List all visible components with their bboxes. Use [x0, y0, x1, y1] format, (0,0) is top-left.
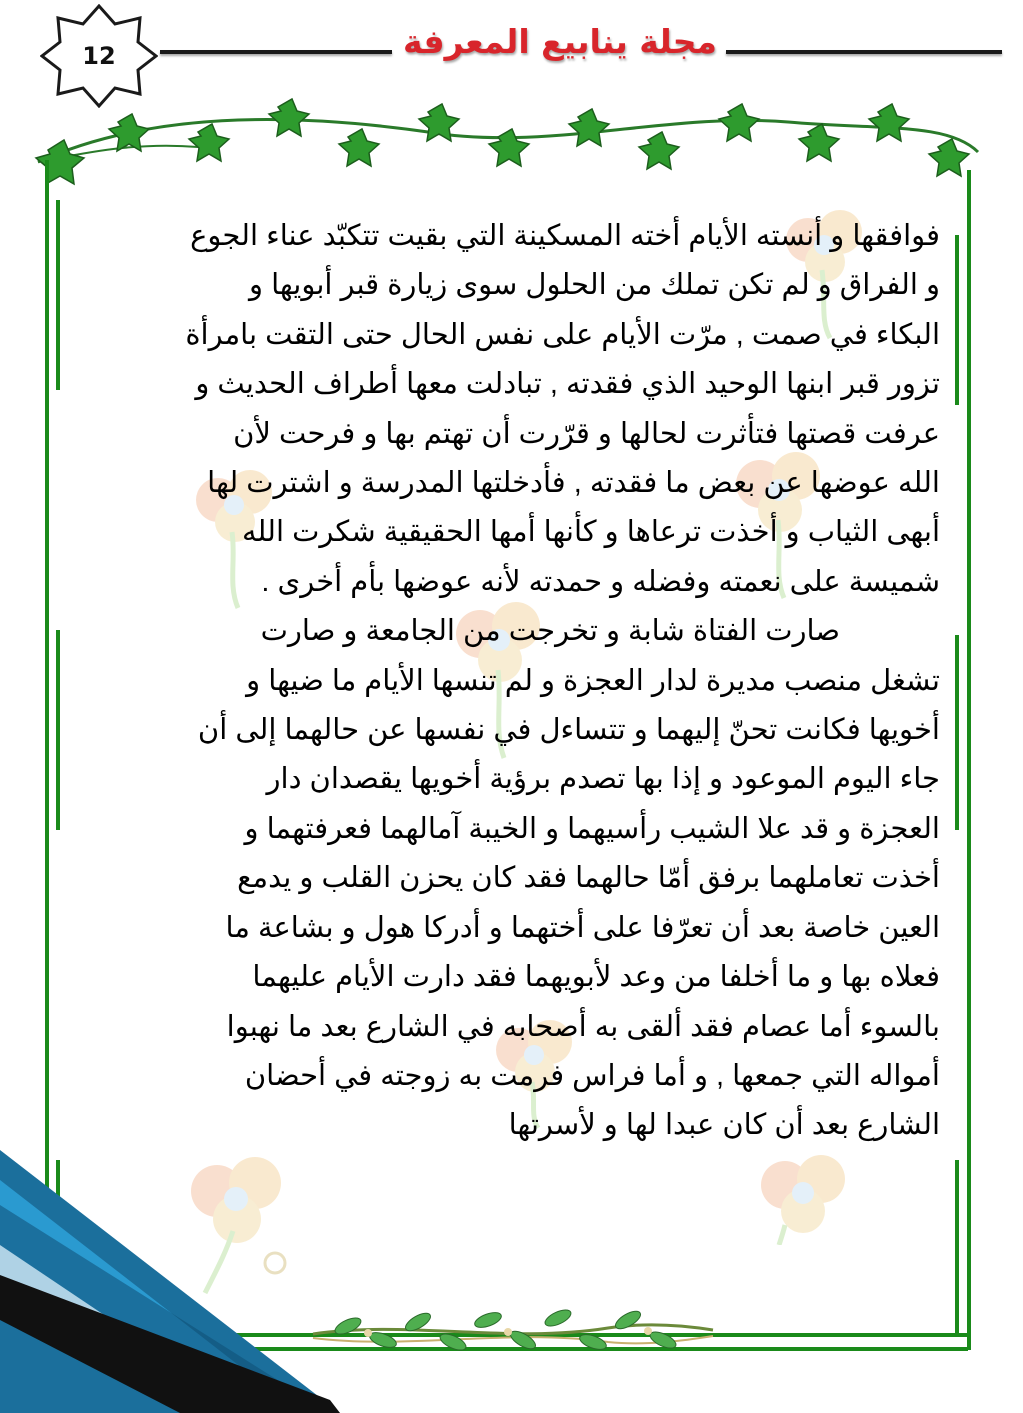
corner-swoosh-icon — [0, 1150, 340, 1413]
article-line: شميسة على نعمته وفضله و حمدته لأنه عوضها بأم أخرى . — [261, 565, 940, 598]
frame-right-inner-2 — [955, 635, 959, 830]
frame-right-inner-3 — [955, 1160, 959, 1335]
article-line: العجزة و قد علا الشيب رأسيهما و الخيبة آمالهما فعرفتهما و — [244, 812, 940, 845]
article-line: أبهى الثياب و أخذت ترعاها و كأنها أمها الحقيقية شكرت الله — [242, 516, 940, 549]
flower-watermark-icon — [745, 1145, 865, 1245]
header-rule-left — [160, 50, 392, 54]
page-number: 12 — [82, 42, 116, 70]
frame-left-inner-2 — [56, 630, 60, 830]
article-line: أخذت تعاملهما برفق أمّا حالهما فقد كان يحزن القلب و يدمع — [237, 862, 940, 895]
article-line: بالسوء أما عصام فقد ألقى به أصحابه في الشارع بعد ما نهبوا — [226, 1010, 940, 1043]
article-line: فعلاه بها و ما أخلفا من وعد لأبويهما فقد دارت الأيام عليهما — [252, 961, 940, 994]
magazine-title: مجلة ينابيع المعرفة — [403, 22, 717, 61]
article-line: أخويها فكانت تحنّ إليهما و تتساءل في نفسها عن حالهما إلى أن — [197, 714, 940, 747]
ivy-vine-icon — [28, 92, 988, 202]
article-line-indented: صارت الفتاة شابة و تخرجت من الجامعة و صارت — [260, 615, 840, 648]
frame-left-inner-1 — [56, 200, 60, 390]
article-line: تزور قبر ابنها الوحيد الذي فقدته , تبادلت معها أطراف الحديث و — [195, 368, 940, 401]
article-line: و الفراق و لم تكن تملك من الحلول سوى زيارة قبر أبويها و — [249, 269, 940, 302]
article-line: جاء اليوم الموعود و إذا بها تصدم برؤية أخويها يقصدان دار — [266, 763, 940, 796]
article-line: عرفت قصتها فتأثرت لحالها و قرّرت أن تهتم بها و فرحت لأن — [233, 417, 940, 450]
article-line: أمواله التي جمعها , و أما فراس فرمت به زوجته في أحضان — [244, 1059, 940, 1092]
article-line: العين خاصة بعد أن تعرّفا على أختهما و أدركا هول و بشاعة ما — [225, 911, 940, 944]
article-line: الله عوضها عن بعض ما فقدته , فأدخلتها المدرسة و اشترت لها — [207, 467, 940, 500]
leaf-garland-icon — [308, 1300, 718, 1360]
article-body — [100, 212, 940, 1151]
article-line: تشغل منصب مديرة لدار العجزة و لم تنسها الأيام ما ضيها و — [246, 664, 940, 697]
header-rule-right — [726, 50, 1002, 54]
article-line: الشارع بعد أن كان عبدا لها و لأسرتها — [508, 1109, 940, 1142]
frame-right-inner-1 — [955, 235, 959, 405]
article-line: البكاء في صمت , مرّت الأيام على نفس الحال حتى التقت بامرأة — [185, 318, 940, 351]
article-line: فوافقها و أنسته الأيام أخته المسكينة التي بقيت تتكبّد عناء الجوع — [190, 220, 940, 252]
frame-right-outer — [967, 170, 971, 1350]
